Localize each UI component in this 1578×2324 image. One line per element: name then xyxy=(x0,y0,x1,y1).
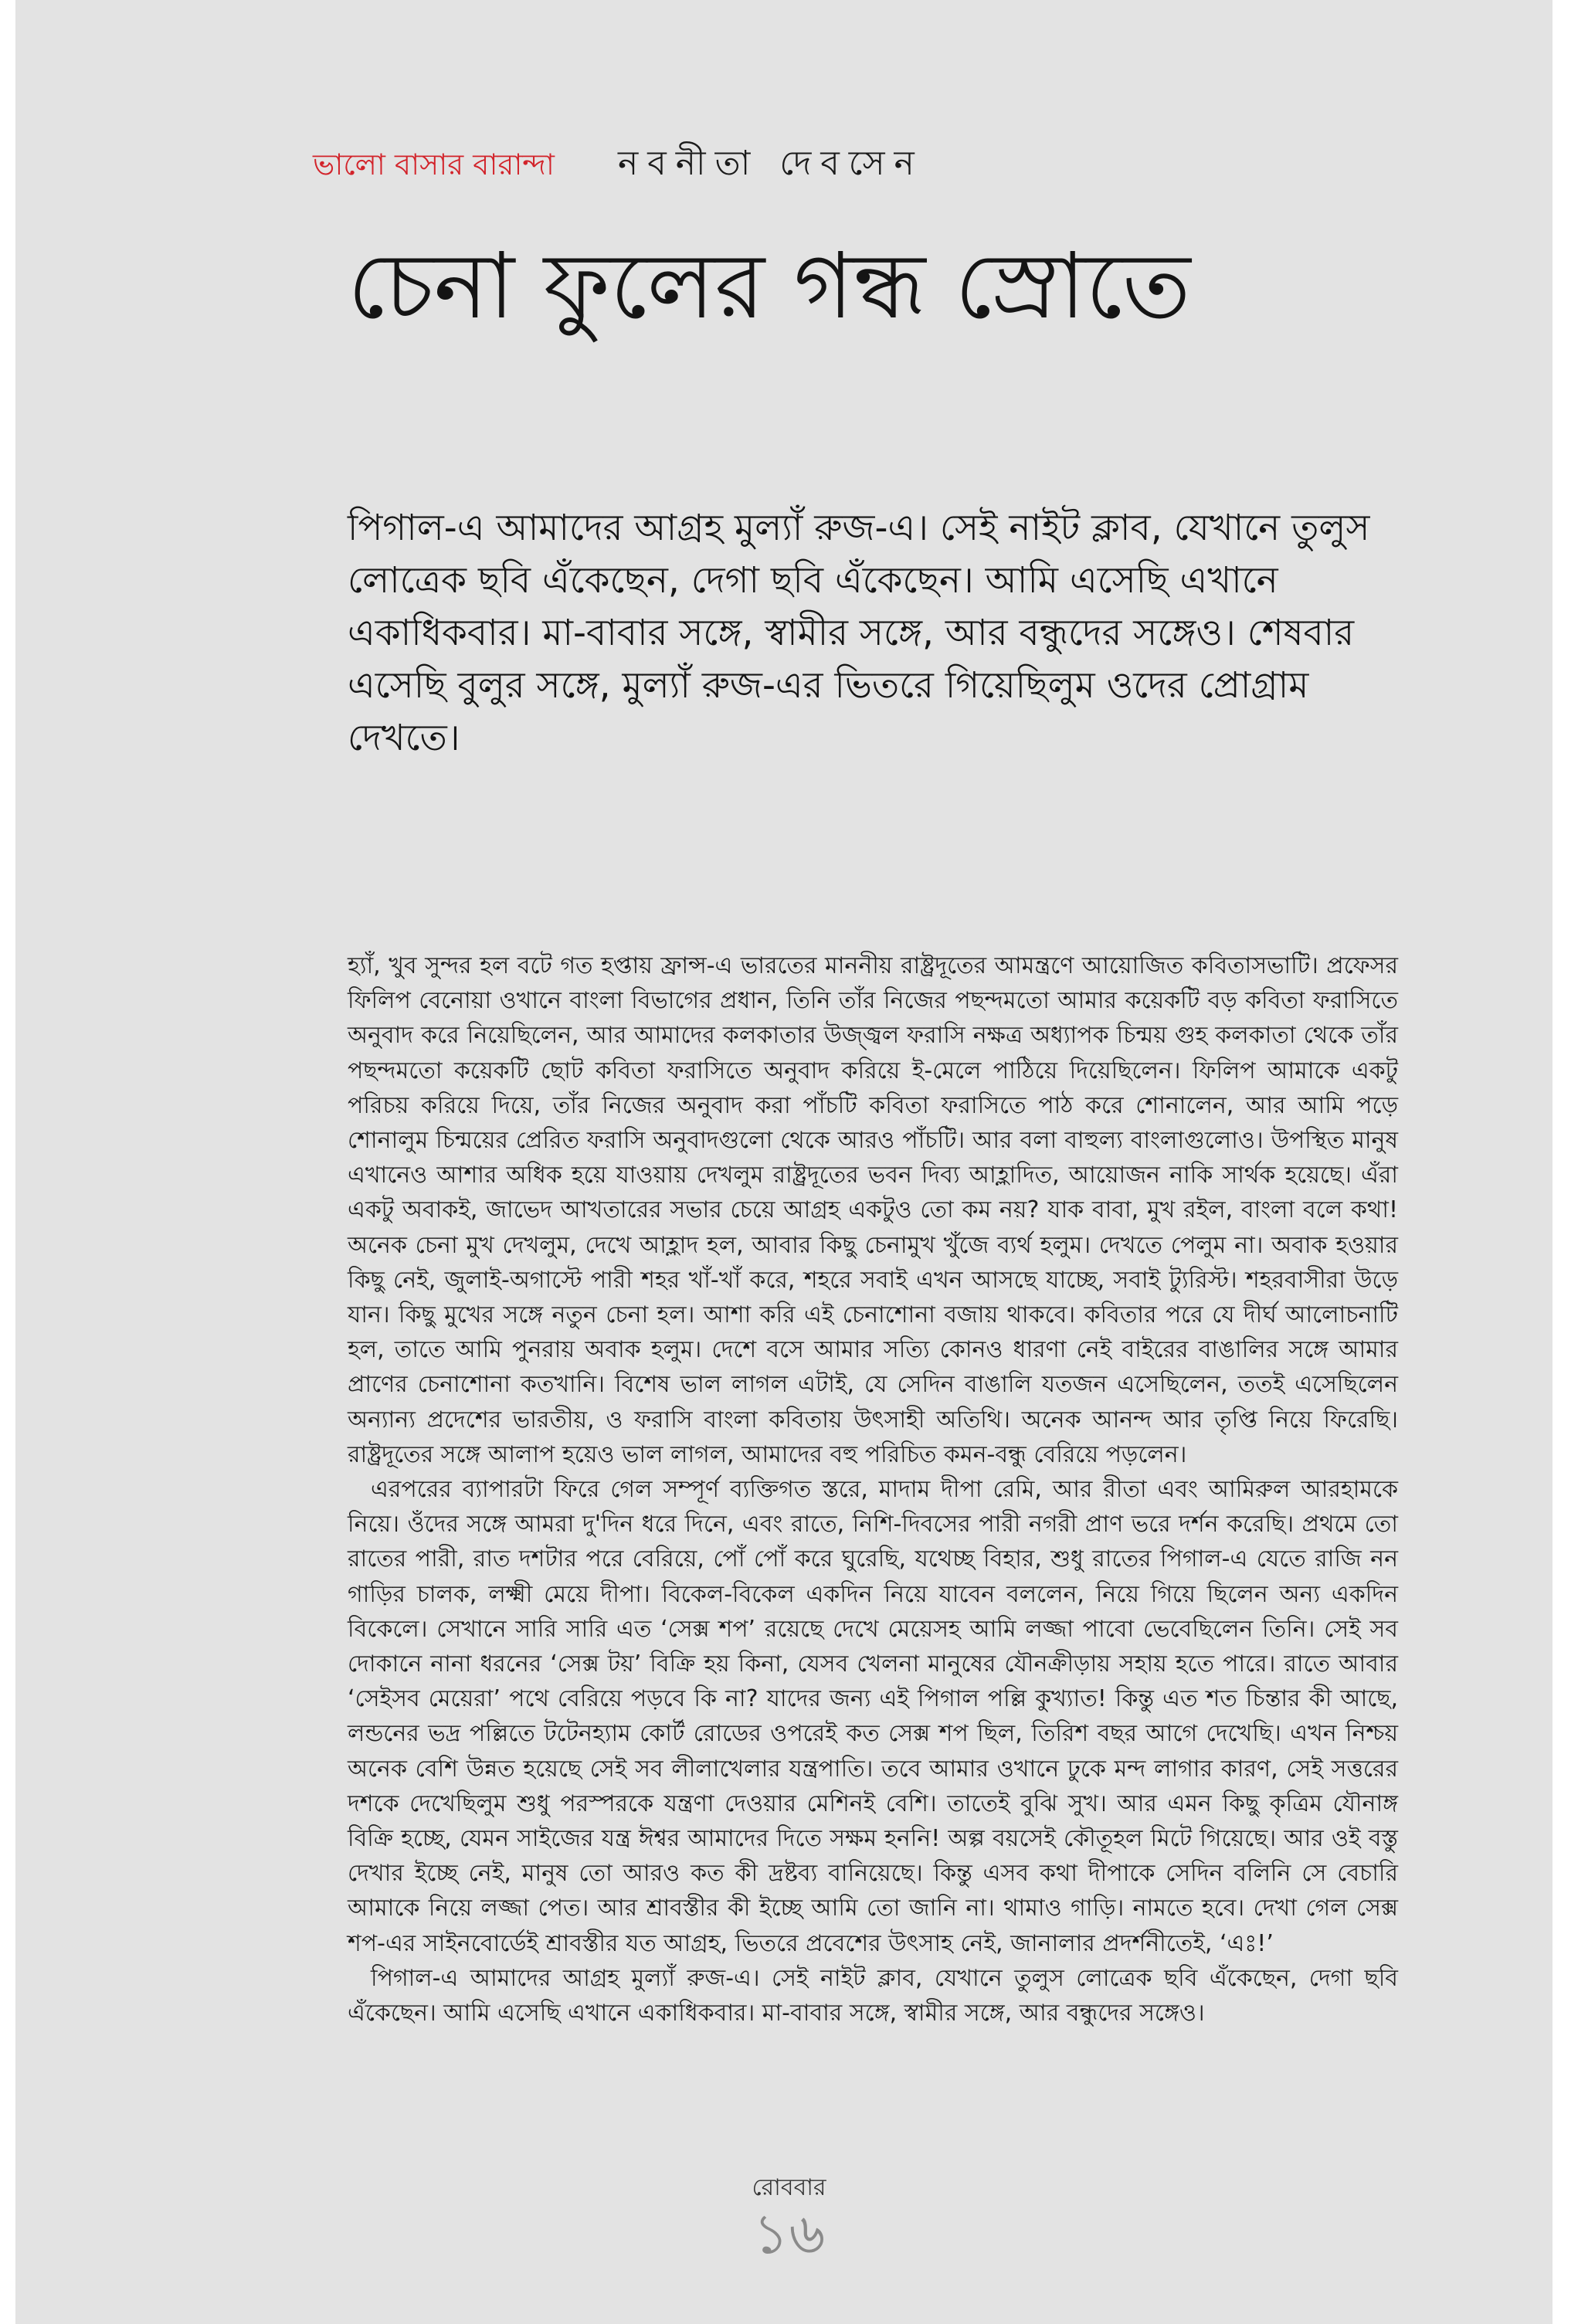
author-byline: নবনীতা দেবসেন xyxy=(617,144,924,183)
body-paragraph: এরপরের ব্যাপারটা ফিরে গেল সম্পূর্ণ ব্যক্তিগত স্তরে, মাদাম দীপা রেমি, আর রীতা এবং আমিরুল আরহামকে নিয়ে। ওঁদের সঙ্গে আমরা দু'দিন ধরে দিনে, এবং রাতে, নিশি-দিবসের পারী নগরী প্রাণ ভরে দর্শন করেছি। প্রথমে তো রাতের পারী, রাত দশটার পরে বেরিয়ে, পোঁ পোঁ করে ঘুরেছি, যথেচ্ছ বিহার, শুধু রাতের পিগাল-এ যেতে রাজি নন গাড়ির চালক, লক্ষ্মী মেয়ে দীপা। বিকেল-বিকেল একদিন নিয়ে যাবেন বললেন, নিয়ে গিয়ে ছিলেন অন্য একদিন বিকেলে। সেখানে সারি সারি এত ‘সেক্স শপ’ রয়েছে দেখে মেয়েসহ আমি লজ্জা পাবো ভেবেছিলেন তিনি। সেই সব দোকানে নানা ধরনের ‘সেক্স টয়’ বিক্রি হয় কিনা, যেসব খেলনা মানুষের যৌনক্রীড়ায় সহায় হতে পারে। রাতে আবার ‘সেইসব মেয়েরা’ পথে বেরিয়ে পড়বে কি না? যাদের জন্য এই পিগাল পল্লি কুখ্যাত! কিন্তু এত শত চিন্তার কী আছে, লন্ডনের ভদ্র পল্লিতে টটেনহ্যাম কোর্ট রোডের ওপরেই কত সেক্স শপ ছিল, তিরিশ বছর আগে দেখেছি। এখন নিশ্চয় অনেক বেশি উন্নত হয়েছে সেই সব লীলাখেলার যন্ত্রপাতি। তবে আমার ওখানে ঢুকে মন্দ লাগার কারণ, সেই সত্তরের দশকে দেখেছিলুম শুধু পরস্পরকে যন্ত্রণা দেওয়ার মেশিনই বেশি। তাতেই বুঝি সুখ। আর এমন কিছু কৃত্রিম যৌনাঙ্গ বিক্রি হচ্ছে, যেমন সাইজের যন্ত্র ঈশ্বর আমাদের দিতে সক্ষম হননি! অল্প বয়সেই কৌতূহল মিটে গিয়েছে। আর ওই বস্তু দেখার ইচ্ছে নেই, মানুষ তো আরও কত কী দ্রষ্টব্য বানিয়েছে। কিন্তু এসব কথা দীপাকে সেদিন বলিনি সে বেচারি আমাকে নিয়ে লজ্জা পেত। আর শ্রাবস্তীর কী ইচ্ছে আমি তো জানি না। থামাও গাড়ি। নামতে হবে। দেখা গেল সেক্স শপ-এর সাইনবোর্ডেই শ্রাবস্তীর যত আগ্রহ, ভিতরে প্রবেশের উৎসাহ নেই, জানালার প্রদর্শনীতেই, ‘এঃ!’ xyxy=(348,1476,1398,1957)
lead-paragraph: পিগাল-এ আমাদের আগ্রহ মুল্যাঁ রুজ-এ। সেই নাইট ক্লাব, যেখানে তুলুস লোত্রেক ছবি এঁকেছেন, দেগা ছবি এঁকেছেন। আমি এসেছি এখানে একাধিকবার। মা-বাবার সঙ্গে, স্বামীর সঙ্গে, আর বন্ধুদের সঙ্গেও। শেষবার এসেছি বুলুর সঙ্গে, মুল্যাঁ রুজ-এর ভিতরে গিয়েছিলুম ওদের প্রোগ্রাম দেখতে। xyxy=(348,507,1370,759)
footer-label: রোববার xyxy=(752,2174,826,2201)
body-paragraph: হ্যাঁ, খুব সুন্দর হল বটে গত হপ্তায় ফ্রান্স-এ ভারতের মাননীয় রাষ্ট্রদূতের আমন্ত্রণে আয়োজিত কবিতাসভাটি। প্রফেসর ফিলিপ বেনোয়া ওখানে বাংলা বিভাগের প্রধান, তিনি তাঁর নিজের পছন্দমতো আমার কয়েকটি বড় কবিতা ফরাসিতে অনুবাদ করে নিয়েছিলেন, আর আমাদের কলকাতার উজ্জ্বল ফরাসি নক্ষত্র অধ্যাপক চিন্ময় গুহ কলকাতা থেকে তাঁর পছন্দমতো কয়েকটি ছোট কবিতা ফরাসিতে অনুবাদ করিয়ে ই-মেলে পাঠিয়ে দিয়েছিলেন। ফিলিপ আমাকে একটু পরিচয় করিয়ে দিয়ে, তাঁর নিজের অনুবাদ করা পাঁচটি কবিতা ফরাসিতে পাঠ করে শোনালেন, আর আমি পড়ে শোনালুম চিন্ময়ের প্রেরিত ফরাসি অনুবাদগুলো থেকে আরও পাঁচটি। আর বলা বাহুল্য বাংলাগুলোও। উপস্থিত মানুষ এখানেও আশার অধিক হয়ে যাওয়ায় দেখলুম রাষ্ট্রদূতের ভবন দিব্য আহ্লাদিত, আয়োজন নাকি সার্থক হয়েছে। এঁরা একটু অবাকই, জাভেদ আখতারের সভার চেয়ে আগ্রহ একটুও তো কম নয়? যাক বাবা, মুখ রইল, বাংলা বলে কথা! অনেক চেনা মুখ দেখলুম, দেখে আহ্লাদ হল, আবার কিছু চেনামুখ খুঁজে ব্যর্থ হলুম। দেখতে পেলুম না। অবাক হওয়ার কিছু নেই, জুলাই-অগাস্টে পারী শহর খাঁ-খাঁ করে, শহরে সবাই এখন আসছে যাচ্ছে, সবাই ট্যুরিস্ট। শহরবাসীরা উড়ে যান। কিছু মুখের সঙ্গে নতুন চেনা হল। আশা করি এই চেনাশোনা বজায় থাকবে। কবিতার পরে যে দীর্ঘ আলোচনাটি হল, তাতে আমি পুনরায় অবাক হলুম। দেশে বসে আমার সত্যি কোনও ধারণা নেই বাইরের বাঙালির সঙ্গে আমার প্রাণের চেনাশোনা কতখানি। বিশেষ ভাল লাগল এটাই, যে সেদিন বাঙালি যতজন এসেছিলেন, ততই এসেছিলেন অন্যান্য প্রদেশের ভারতীয়, ও ফরাসি বাংলা কবিতায় উৎসাহী অতিথি। অনেক আনন্দ আর তৃপ্তি নিয়ে ফিরেছি। রাষ্ট্রদূতের সঙ্গে আলাপ হয়েও ভাল লাগল, আমাদের বহু পরিচিত কমন-বন্ধু বেরিয়ে পড়লেন। xyxy=(348,952,1398,1468)
page-number: ১৬ xyxy=(752,2201,826,2266)
magazine-page xyxy=(15,0,1553,2324)
article-headline: চেনা ফুলের গন্ধ স্রোতে xyxy=(348,232,1191,339)
column-name: ভালো বাসার বারান্দা xyxy=(313,148,555,182)
body-paragraph: পিগাল-এ আমাদের আগ্রহ মুল্যাঁ রুজ-এ। সেই নাইট ক্লাব, যেখানে তুলুস লোত্রেক ছবি এঁকেছেন, দেগা ছবি এঁকেছেন। আমি এসেছি এখানে একাধিকবার। মা-বাবার সঙ্গে, স্বামীর সঙ্গে, আর বন্ধুদের সঙ্গেও। xyxy=(348,1964,1398,2027)
article-body xyxy=(348,948,1398,2031)
header-kicker xyxy=(313,137,924,194)
